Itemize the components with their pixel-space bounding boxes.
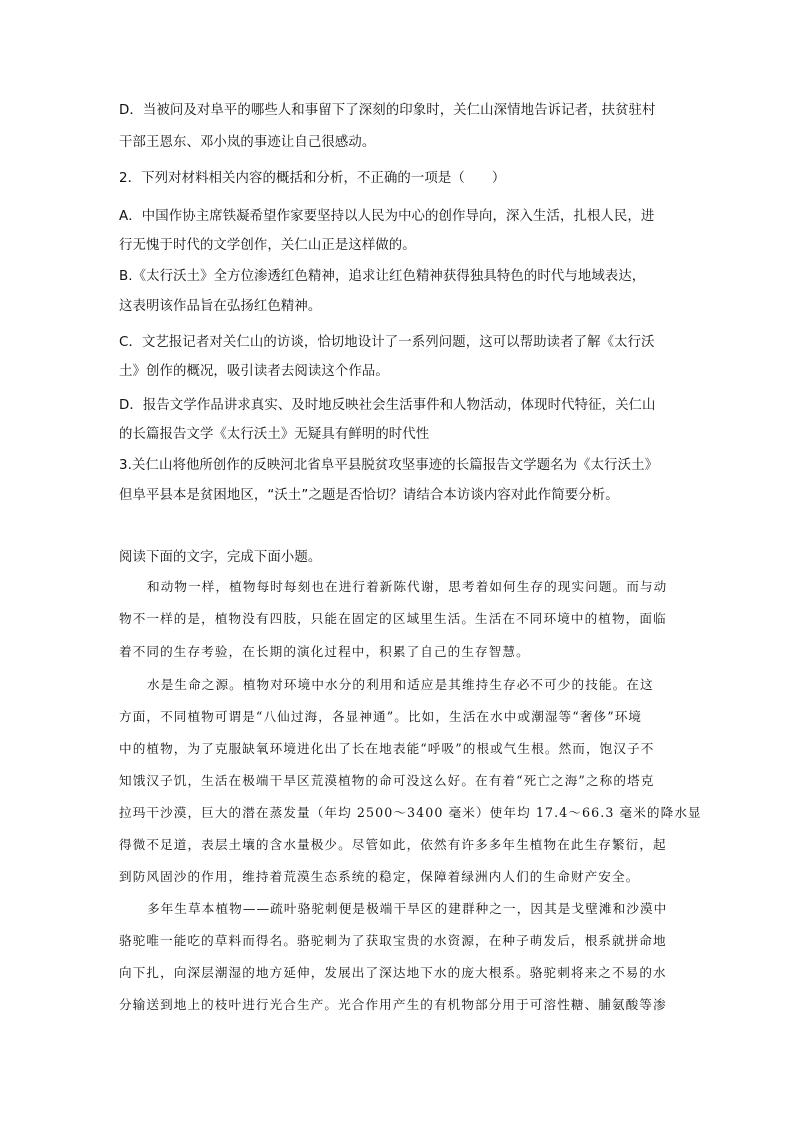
- q2-option-a-line-2: 行无愧于时代的文学创作，关仁山正是这样做的。: [119, 238, 416, 253]
- passage-line: 到防风固沙的作用，维持着荒漠生态系统的稳定，保障着绿洲内人们的生命财产安全。: [119, 869, 640, 884]
- reading-instruction: 阅读下面的文字，完成下面小题。: [119, 550, 322, 565]
- passage-line: 着不同的生存考验，在长期的演化过程中，积累了自己的生存智慧。: [119, 644, 530, 659]
- q2-option-c-line-1: C．文艺报记者对关仁山的访谈，恰切地设计了一系列问题，这可以帮助读者了解《太行沃: [119, 335, 655, 350]
- question-3-line-1: 3.关仁山将他所创作的反映河北省阜平县脱贫攻坚事迹的长篇报告文学题名为《太行沃土》: [119, 458, 659, 473]
- passage-line: 知饿汉子饥，生活在极端干旱区荒漠植物的命可没这么好。在有着“死亡之海”之称的塔克: [119, 773, 655, 788]
- q2-option-a-line-1: A．中国作协主席铁凝希望作家要坚持以人民为中心的创作导向，深入生活，扎根人民，进: [119, 209, 655, 224]
- passage-line: 和动物一样，植物每时每刻也在进行着新陈代谢，思考着如何生存的现实问题。而与动: [147, 579, 668, 594]
- passage-line: 骆驼唯一能吃的草料而得名。骆驼刺为了获取宝贵的水资源，在种子萌发后，根系就拼命地: [119, 933, 667, 948]
- passage-line: 物不一样的是，植物没有四肢，只能在固定的区域里生活。生活在不同环境中的植物，面临: [119, 611, 667, 626]
- passage-line: 多年生草本植物——疏叶骆驼刺便是极端干旱区的建群种之一，因其是戈壁滩和沙漠中: [147, 901, 668, 916]
- q2-option-d-line-2: 的长篇报告文学《太行沃土》无疑具有鲜明的时代性: [119, 427, 430, 442]
- q2-option-b-line-1: B.《太行沃土》全方位渗透红色精神，追求让红色精神获得独具特色的时代与地域表达，: [119, 269, 646, 284]
- passage-line: 向下扎，向深层潮湿的地方延伸，发展出了深达地下水的庞大根系。骆驼刺将来之不易的水: [119, 965, 667, 980]
- passage-line: 分输送到地上的枝叶进行光合生产。光合作用产生的有机物部分用于可溶性糖、脯氨酸等渗: [119, 997, 667, 1012]
- q2-option-d-line-1: D．报告文学作品讲求真实、及时地反映社会生活事件和人物活动，体现时代特征，关仁山: [119, 398, 656, 413]
- question-2-stem: 2．下列对材料相关内容的概括和分析，不正确的一项是（ ）: [119, 171, 506, 186]
- passage-line: 拉玛干沙漠，巨大的潜在蒸发量（年均 2500～3400 毫米）使年均 17.4～66.3 毫米的降水显: [119, 805, 702, 820]
- question-3-line-2: 但阜平县本是贫困地区，“沃土”之题是否恰切？请结合本访谈内容对此作简要分析。: [119, 488, 619, 503]
- q2-option-c-line-2: 土》创作的概况，吸引读者去阅读这个作品。: [119, 364, 389, 379]
- passage-line: 水是生命之源。植物对环境中水分的利用和适应是其维持生存必不可少的技能。在这: [147, 677, 654, 692]
- option-d-line-1: D．当被问及对阜平的哪些人和事留下了深刻的印象时，关仁山深情地告诉记者，扶贫驻村: [119, 103, 656, 118]
- passage-line: 得微不足道，表层土壤的含水量极少。尽管如此，依然有许多多年生植物在此生存繁衍，起: [119, 837, 667, 852]
- passage-line: 方面，不同植物可谓是“八仙过海，各显神通”。比如，生活在水中或潮湿等“奢侈”环境: [119, 709, 643, 724]
- q2-option-b-line-2: 这表明该作品旨在弘扬红色精神。: [119, 299, 322, 314]
- option-d-line-2: 干部王恩东、邓小岚的事迹让自己很感动。: [119, 135, 376, 150]
- passage-line: 中的植物，为了克服缺氧环境进化出了长在地表能“呼吸”的根或气生根。然而，饱汉子不: [119, 741, 655, 756]
